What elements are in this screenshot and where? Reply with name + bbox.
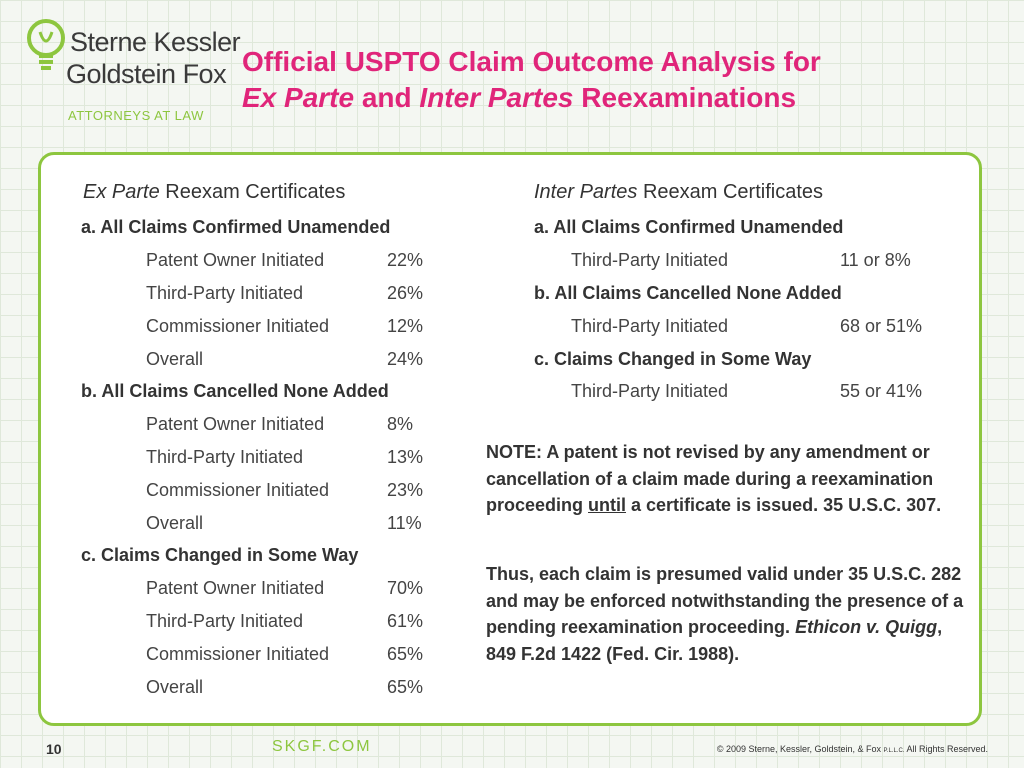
copyright-a: © 2009 Sterne, Kessler, Goldstein, & Fox <box>716 744 884 754</box>
copyright-small: P.L.L.C. <box>883 748 905 754</box>
ex-parte-c-row-value: 61% <box>387 611 424 631</box>
ex-parte-c-row-label: Patent Owner Initiated <box>146 578 325 598</box>
ex-parte-c-row-label: Commissioner Initiated <box>146 644 330 664</box>
firm-logo <box>26 16 241 128</box>
ex-parte-section-a: a. All Claims Confirmed Unamended <box>81 217 391 237</box>
lightbulb-logo-icon <box>26 16 70 78</box>
ex-parte-a-row-value: 22% <box>387 250 424 270</box>
ex-parte-a-row-label: Third-Party Initiated <box>146 283 304 303</box>
title-inter-partes: Inter Partes <box>419 82 574 113</box>
note-p2-a: Thus, each claim is presumed valid under 35 U.S.C. 282 and may be enforced notwithstanding the presence of a pending reexamination proceeding. <box>486 564 964 637</box>
ex-parte-a-row-value: 12% <box>387 316 424 336</box>
ex-parte-b-row-value: 13% <box>387 447 424 467</box>
logo-line-1: Sterne Kessler <box>70 27 241 57</box>
ex-parte-heading-italic: Ex Parte <box>83 181 160 203</box>
title-line-2 <box>242 80 1002 116</box>
inter-partes-c-row-value: 55 or 41% <box>840 381 923 401</box>
ex-parte-a-row-label: Commissioner Initiated <box>146 316 330 336</box>
title-line-1: Official USPTO Claim Outcome Analysis for <box>242 46 821 77</box>
inter-partes-heading-italic: Inter Partes <box>534 181 638 203</box>
ex-parte-a-row-value: 26% <box>387 283 424 303</box>
note-p1-b: a certificate is issued. 35 U.S.C. 307. <box>626 495 942 515</box>
inter-partes-section-a: a. All Claims Confirmed Unamended <box>534 217 844 237</box>
ex-parte-c-row-label: Third-Party Initiated <box>146 611 304 631</box>
inter-partes-heading-rest: Reexam Certificates <box>637 181 824 203</box>
copyright-b: All Rights Reserved. <box>904 744 988 754</box>
inter-partes-section-c: c. Claims Changed in Some Way <box>534 349 812 369</box>
note-paragraph-1 <box>486 439 966 519</box>
ex-parte-b-row-label: Overall <box>146 513 204 533</box>
ex-parte-c-row-value: 65% <box>387 644 424 664</box>
ex-parte-a-row-value: 24% <box>387 349 424 369</box>
title-ex-parte: Ex Parte <box>242 82 355 113</box>
note-p1-a: NOTE: A patent is not revised by any amendment or cancellation of a claim made during a reexamination proceeding <box>486 442 934 515</box>
ex-parte-a-row-label: Overall <box>146 349 204 369</box>
ex-parte-heading-rest: Reexam Certificates <box>159 181 346 203</box>
ex-parte-section-c: c. Claims Changed in Some Way <box>81 545 359 565</box>
ex-parte-b-row-label: Commissioner Initiated <box>146 480 330 500</box>
footer-copyright <box>717 744 988 754</box>
ex-parte-b-row-value: 8% <box>387 414 414 434</box>
inter-partes-a-row-value: 11 or 8% <box>840 250 911 270</box>
slide-title <box>242 44 1002 116</box>
title-and: and <box>354 82 420 113</box>
note-p2-italic: Ethicon v. Quigg <box>795 617 938 637</box>
note-paragraph-2 <box>486 561 966 667</box>
ex-parte-c-row-label: Overall <box>146 677 204 697</box>
ex-parte-a-row-label: Patent Owner Initiated <box>146 250 325 270</box>
ex-parte-b-row-label: Patent Owner Initiated <box>146 414 325 434</box>
content-panel <box>38 152 982 726</box>
ex-parte-c-row-value: 65% <box>387 677 424 697</box>
title-end: Reexaminations <box>573 82 797 113</box>
logo-tagline: ATTORNEYS AT LAW <box>68 108 204 123</box>
logo-line-2: Goldstein Fox <box>66 59 227 89</box>
inter-partes-b-row-label: Third-Party Initiated <box>571 316 729 336</box>
note-p2-b: , 849 F.2d 1422 (Fed. Cir. 1988). <box>486 617 943 664</box>
ex-parte-section-b: b. All Claims Cancelled None Added <box>81 381 389 401</box>
footer-website: SKGF.COM <box>272 738 372 755</box>
note-p1-underlined: until <box>588 495 627 515</box>
ex-parte-c-row-value: 70% <box>387 578 424 598</box>
inter-partes-a-row-label: Third-Party Initiated <box>571 250 729 270</box>
page-number: 10 <box>46 741 62 757</box>
ex-parte-b-row-value: 23% <box>387 480 424 500</box>
inter-partes-b-row-value: 68 or 51% <box>840 316 923 336</box>
ex-parte-b-row-value: 11% <box>387 513 422 533</box>
inter-partes-section-b: b. All Claims Cancelled None Added <box>534 283 842 303</box>
ex-parte-heading <box>83 181 345 204</box>
ex-parte-b-row-label: Third-Party Initiated <box>146 447 304 467</box>
inter-partes-c-row-label: Third-Party Initiated <box>571 381 729 401</box>
inter-partes-heading <box>534 181 823 204</box>
